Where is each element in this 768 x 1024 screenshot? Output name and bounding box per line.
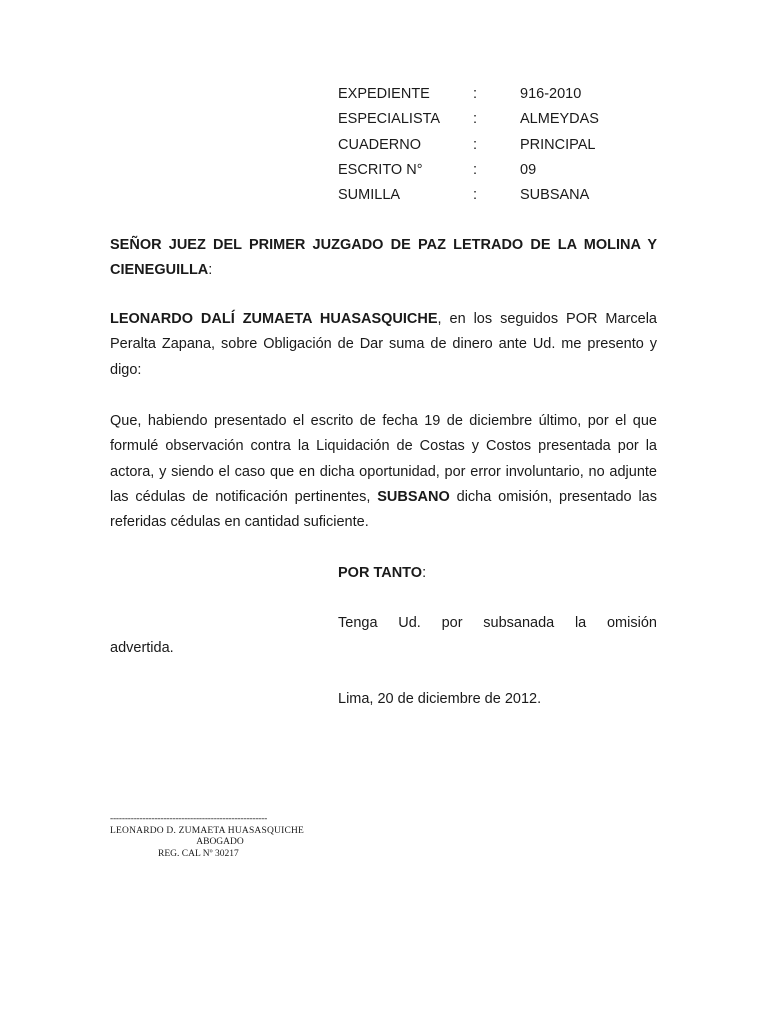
intro-paragraph [110,307,657,383]
header-value: PRINCIPAL [520,136,596,153]
intro-text: , en los seguidos POR Marcela Peralta Zapana, sobre Obligación de Dar suma de dinero ante Ud. me presento y digo: [110,311,657,378]
header-value: SUBSANA [520,187,590,204]
request-paragraph [110,611,657,662]
addressee [110,233,657,284]
petitioner-name: LEONARDO DALÍ ZUMAETA HUASASQUICHE [110,311,438,327]
addressee-text: SEÑOR JUEZ DEL PRIMER JUZGADO DE PAZ LETRADO DE LA MOLINA Y CIENEGUILLA [110,237,657,279]
request-word: Tenga [338,615,378,631]
header-separator: : [473,111,478,128]
addressee-colon: : [208,262,213,279]
header-separator: : [473,136,478,153]
header-value: ALMEYDAS [520,111,599,128]
header-value: 916-2010 [520,86,582,102]
por-tanto-text: POR TANTO [338,565,423,581]
header-row-especialista [338,109,599,134]
header-value: 09 [520,161,537,178]
request-word: subsanada [483,615,555,631]
header-row-sumilla [338,185,599,210]
header-row-expediente [338,84,599,109]
header-separator: : [473,161,478,178]
body-paragraph [110,409,657,535]
case-header [338,84,599,210]
signatory-name: LEONARDO D. ZUMAETA HUASASQUICHE [110,825,305,836]
header-label: CUADERNO [338,136,421,153]
header-row-cuaderno [338,135,599,160]
header-separator: : [473,86,478,102]
body-text-after: dicha omisión, presentado las referidas cédulas en cantidad suficiente. [110,488,657,531]
signature-block [110,814,330,860]
body-text-before: Que, habiendo presentado el escrito de fecha 19 de diciembre último, por el que formulé observación contra la Liquidación de Costas y Costos presentada por la actora, y siendo el caso que en dicha oportunidad, por error involuntario, no adjunte las cédulas de notificación pertinentes, [110,413,657,505]
header-label: ESPECIALISTA [338,111,441,128]
request-line-2: advertida. [110,640,174,657]
header-row-escrito [338,160,599,185]
date-line: Lima, 20 de diciembre de 2012. [338,691,542,707]
header-label: EXPEDIENTE [338,86,430,102]
request-word: omisión [606,615,657,631]
request-word: Ud. [398,615,421,631]
header-label: SUMILLA [338,187,401,204]
request-line-1 [338,611,657,636]
request-word: por [441,615,463,631]
signatory-title: ABOGADO [196,837,244,847]
signature-line: ----------------------------------------------------- [110,814,268,824]
por-tanto-colon: : [422,565,427,581]
header-label: ESCRITO N° [338,161,423,178]
por-tanto-heading [338,561,426,586]
registration-number: REG. CAL Nº 30217 [158,848,239,859]
header-separator: : [473,187,478,204]
body-bold-word: SUBSANO [377,488,450,505]
request-word: la [574,615,587,631]
